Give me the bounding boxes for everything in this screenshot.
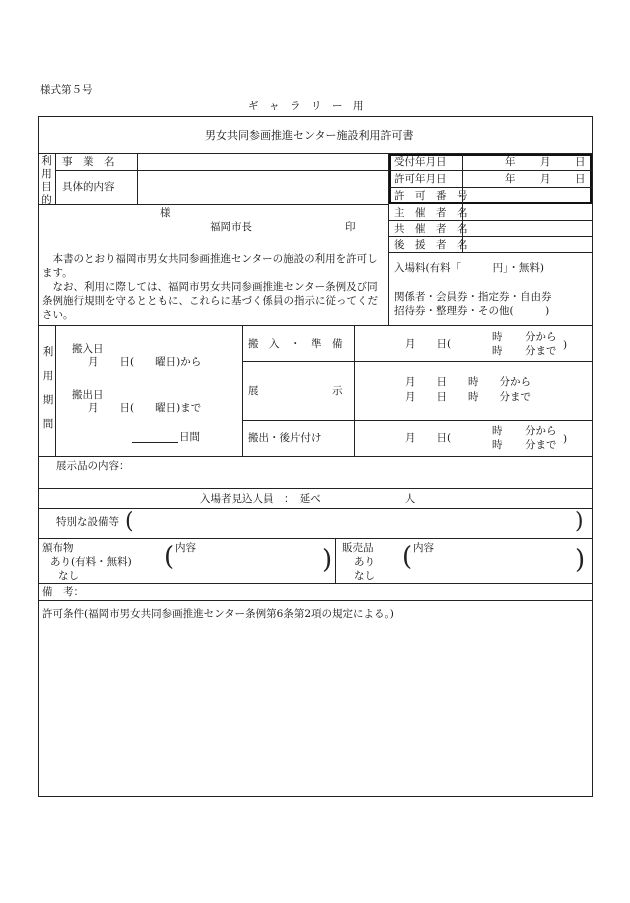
ticket-types-line1: 関係者・会員券・指定券・自由券: [394, 291, 552, 303]
sales-label: 販売品: [342, 542, 374, 554]
permitted-date-label: 許可年月日: [394, 173, 447, 185]
days-label: 日間: [179, 431, 200, 443]
setup-paren: ): [563, 339, 568, 351]
bracket-close: ): [322, 545, 333, 575]
ticket-types-line2: 招待券・整理券・その他( ): [394, 305, 550, 317]
permit-number-label: 許 可 番 号: [394, 190, 468, 202]
cohost-label: 共 催 者 名: [394, 223, 468, 235]
seal-mark: 印: [345, 221, 356, 233]
distribution-content-field[interactable]: [176, 555, 321, 581]
purpose-side-label: 利用目的: [41, 155, 52, 206]
setup-hour-from: 時: [492, 331, 503, 343]
sales-content-field[interactable]: [414, 555, 574, 581]
exhibit-from: 月 日 時 分から: [405, 376, 531, 388]
cohost-field[interactable]: [464, 221, 592, 235]
setup-date: 月 日(: [405, 338, 452, 350]
mayor-text: 福岡市長: [210, 221, 252, 233]
details-field[interactable]: [138, 171, 388, 204]
sales-no: なし: [354, 570, 375, 582]
bracket-open: (: [402, 542, 413, 572]
special-equipment-label: 特別な設備等: [56, 516, 119, 528]
exhibits-label: 展示品の内容：: [56, 460, 130, 472]
special-equipment-field[interactable]: [140, 512, 570, 534]
exhibit-label: 展 示: [248, 385, 343, 397]
form-type: ギ ャ ラ リ ー 用: [248, 100, 364, 112]
move-in-label: 搬入日: [72, 343, 104, 355]
move-out-date: 月 日( 曜日)まで: [88, 402, 202, 414]
bracket-open: (: [164, 542, 175, 572]
teardown-min-to: 分まで: [525, 439, 557, 451]
details-label: 具体的内容: [62, 181, 115, 193]
teardown-date: 月 日(: [405, 432, 452, 444]
conditions-field[interactable]: [40, 624, 590, 794]
event-name-field[interactable]: [138, 154, 388, 170]
teardown-hour-to: 時: [492, 439, 503, 451]
period-side-label: 利用期間: [42, 346, 54, 430]
setup-min-to: 分まで: [525, 345, 557, 357]
day-text: 日: [575, 173, 586, 185]
addressee-sama: 様: [160, 207, 171, 219]
distribution-yes: あり(有料・無料): [50, 556, 132, 568]
setup-label: 搬 入 ・ 準 備: [248, 338, 343, 350]
permit-statement: 本書のとおり福岡市男女共同参画推進センターの施設の利用を許可します。: [42, 253, 378, 279]
teardown-min-from: 分から: [525, 425, 557, 437]
sales-content-label: 内容: [413, 542, 434, 554]
sponsor-label: 後 援 者 名: [394, 239, 468, 251]
host-label: 主 催 者 名: [394, 207, 468, 219]
event-name-label: 事 業 名: [62, 156, 115, 168]
exhibit-to: 月 日 時 分まで: [405, 391, 531, 403]
bracket-open: (: [125, 509, 134, 534]
form-number: 様式第５号: [40, 84, 93, 96]
bracket-close: ): [575, 509, 584, 534]
sales-yes: あり: [354, 556, 375, 568]
permit-conditions: 許可条件(福岡市男女共同参画推進センター条例第6条第2項の規定による。): [42, 608, 394, 620]
exhibits-field[interactable]: [140, 458, 590, 486]
host-field[interactable]: [464, 205, 592, 219]
year-text: 年: [505, 156, 516, 168]
permit-number-field[interactable]: [464, 188, 590, 202]
bracket-close: ): [575, 545, 586, 575]
distribution-label: 頒布物: [42, 542, 74, 554]
month-text: 月: [540, 173, 551, 185]
move-in-date: 月 日( 曜日)から: [88, 356, 202, 368]
attendance-text: 入場者見込人員 ： 延べ 人: [200, 493, 416, 505]
setup-hour-to: 時: [492, 345, 503, 357]
sponsor-field[interactable]: [464, 237, 592, 251]
usage-instructions: なお、利用に際しては、福岡市男女共同参画推進センター条例及び同条例施行規則を守るとともに、これらに基づく係員の指示に従ってください。: [42, 281, 378, 321]
received-date-label: 受付年月日: [394, 156, 447, 168]
distribution-content-label: 内容: [175, 542, 196, 554]
teardown-paren: ): [563, 433, 568, 445]
teardown-hour-from: 時: [492, 425, 503, 437]
setup-min-from: 分から: [525, 331, 557, 343]
teardown-label: 搬出・後片付け: [248, 432, 322, 444]
distribution-no: なし: [58, 570, 79, 582]
move-out-label: 搬出日: [72, 389, 104, 401]
remarks-field[interactable]: [100, 584, 590, 599]
remarks-label: 備 考：: [42, 586, 84, 598]
form-title: 男女共同参画推進センター施設利用許可書: [205, 129, 414, 142]
month-text: 月: [540, 156, 551, 168]
day-text: 日: [575, 156, 586, 168]
year-text: 年: [505, 173, 516, 185]
admission-fee: 入場料(有料「 円」・無料): [394, 262, 544, 274]
